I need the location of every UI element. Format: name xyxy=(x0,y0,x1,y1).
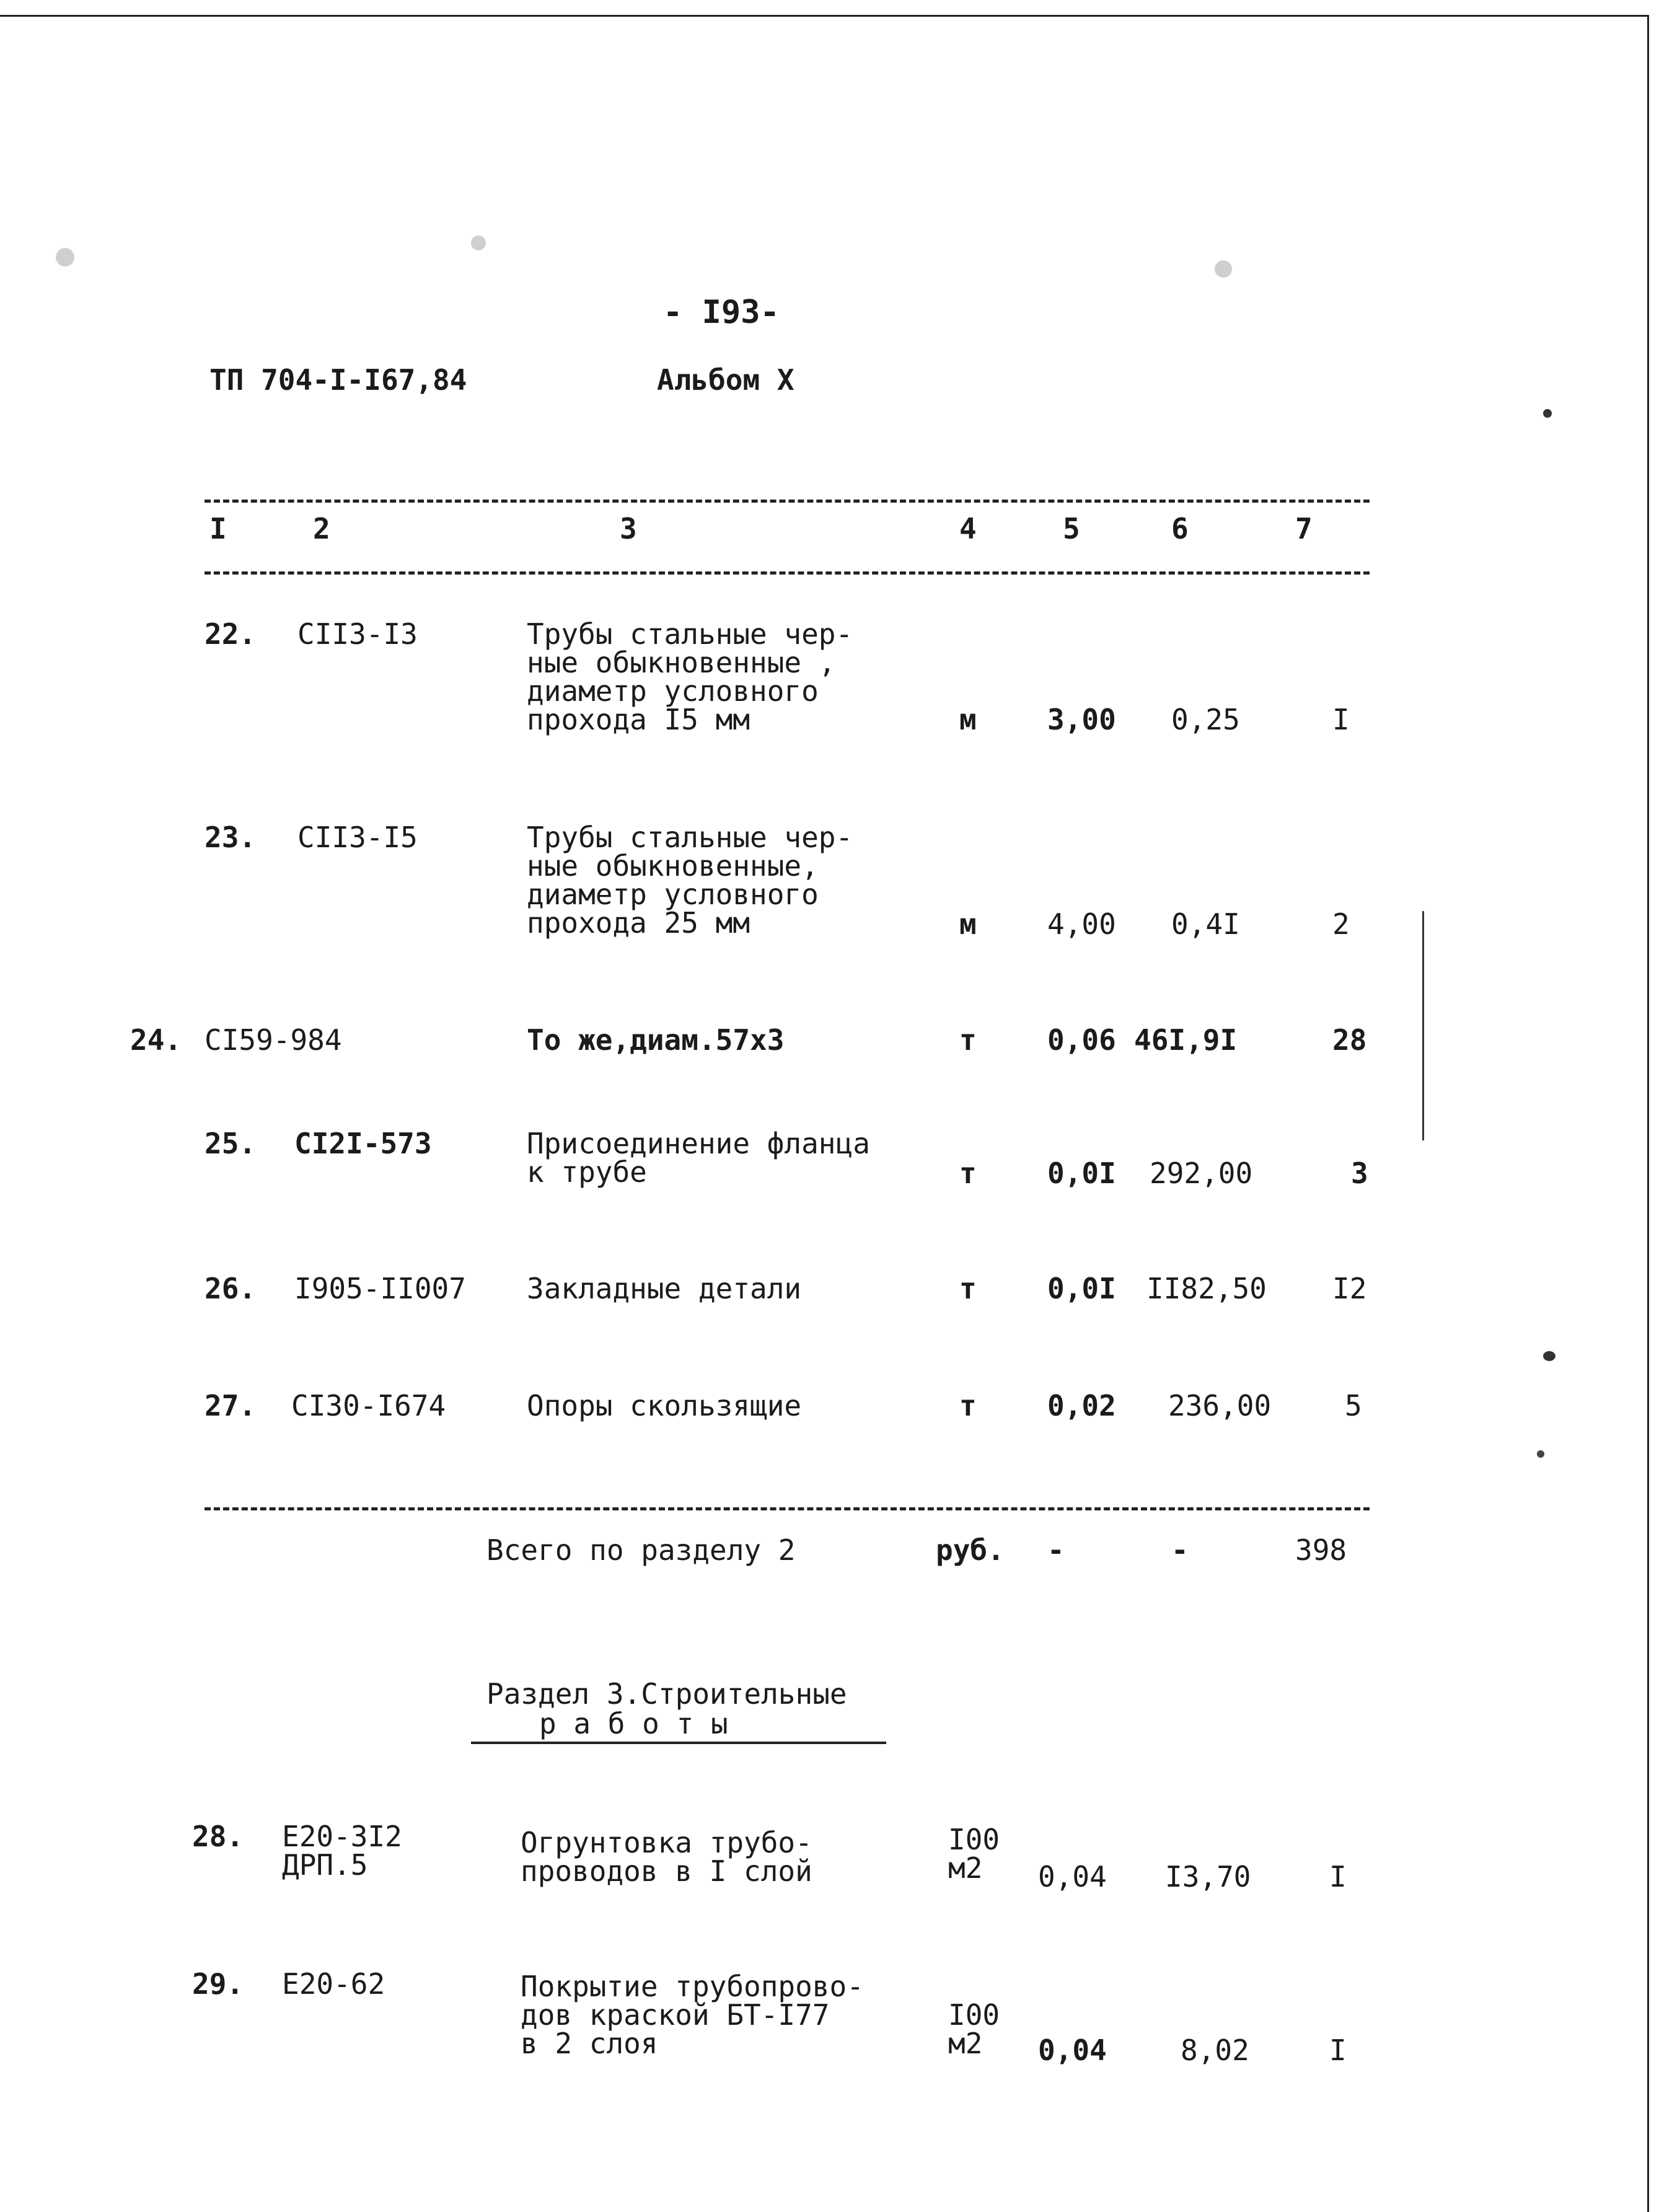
section-total-unit: руб. xyxy=(936,1533,1005,1567)
row-unit: т xyxy=(959,1389,977,1422)
row-total: 3 xyxy=(1351,1157,1368,1190)
section-total-price: - xyxy=(1171,1533,1189,1567)
scan-noise xyxy=(1537,1450,1544,1458)
row-unit: т xyxy=(959,1272,977,1305)
row-total: 2 xyxy=(1332,907,1350,941)
row-unit: т xyxy=(959,1023,977,1057)
row-description: То же,диам.57х3 xyxy=(527,1023,785,1057)
table-top-rule xyxy=(205,500,1370,503)
scan-edge-right xyxy=(1647,15,1649,2212)
row-unit-price: I3,70 xyxy=(1165,1860,1251,1893)
row-unit: м xyxy=(959,907,977,941)
row-number: 26. xyxy=(205,1272,257,1305)
col-header-6: 6 xyxy=(1171,512,1189,545)
row-description: Трубы стальные чер- ные обыкновенные, диаметр условного прохода 25 мм xyxy=(527,821,853,940)
row-code: CI59-984 xyxy=(205,1023,342,1057)
scan-noise xyxy=(1543,409,1552,418)
row-code: CII3-I3 xyxy=(297,617,418,651)
row-number: 27. xyxy=(205,1389,257,1422)
row-code: I905-II007 xyxy=(294,1272,466,1305)
row-number: 22. xyxy=(205,617,257,651)
section-heading-line2: р а б о т ы xyxy=(539,1707,728,1740)
row-unit-price: 0,25 xyxy=(1171,703,1240,736)
row-unit: т xyxy=(959,1157,977,1190)
row-code: CI30-I674 xyxy=(291,1389,446,1422)
row-quantity: 4,00 xyxy=(1047,907,1116,941)
section-total-qty: - xyxy=(1047,1533,1065,1567)
section-heading-underline xyxy=(471,1742,886,1744)
col-header-5: 5 xyxy=(1063,512,1080,545)
row-unit: I00 м2 xyxy=(948,1823,1000,1885)
row-number: 29. xyxy=(192,1967,244,2001)
row-number: 23. xyxy=(205,821,257,854)
scan-noise xyxy=(1215,260,1232,278)
row-description: Присоединение фланца к трубе xyxy=(527,1127,870,1189)
row-description: Покрытие трубопрово- дов краской БТ-I77 в 2 слоя xyxy=(521,1970,864,2060)
document-code: ТП 704-I-I67,84 xyxy=(209,363,467,397)
row-code: E20-62 xyxy=(282,1967,385,2001)
scan-noise xyxy=(1543,1351,1555,1361)
row-quantity: 0,0I xyxy=(1047,1157,1116,1190)
section-total-rule xyxy=(205,1507,1370,1510)
row-unit-price: 8,02 xyxy=(1181,2034,1249,2067)
page-number: - I93- xyxy=(663,294,780,331)
row-description: Закладные детали xyxy=(527,1272,802,1305)
row-number: 28. xyxy=(192,1820,244,1853)
col-header-4: 4 xyxy=(959,512,977,545)
row-unit-price: 0,4I xyxy=(1171,907,1240,941)
row-description: Огрунтовка трубо- проводов в I слой xyxy=(521,1826,812,1888)
col-header-1: I xyxy=(209,512,227,545)
album-label: Альбом X xyxy=(657,363,794,397)
row-code: CII3-I5 xyxy=(297,821,418,854)
row-description: Трубы стальные чер- ные обыкновенные , диаметр условного прохода I5 мм xyxy=(527,617,853,736)
row-number: 24. xyxy=(130,1023,182,1057)
col-header-7: 7 xyxy=(1295,512,1313,545)
row-unit-price: II82,50 xyxy=(1146,1272,1267,1305)
row-total: I xyxy=(1329,1860,1347,1893)
row-code: E20-3I2 ДРП.5 xyxy=(282,1820,402,1882)
row-unit: м xyxy=(959,703,977,736)
row-code: CI2I-573 xyxy=(294,1127,432,1160)
row-total: I xyxy=(1329,2034,1347,2067)
row-unit: I00 м2 xyxy=(948,1998,1000,2060)
row-quantity: 0,06 xyxy=(1047,1023,1116,1057)
row-total: I2 xyxy=(1332,1272,1367,1305)
row-unit-price: 292,00 xyxy=(1150,1157,1253,1190)
col-header-2: 2 xyxy=(313,512,330,545)
row-total: 5 xyxy=(1345,1389,1362,1422)
table-header-rule xyxy=(205,571,1370,575)
row-unit-price: 236,00 xyxy=(1168,1389,1272,1422)
scan-mark xyxy=(1422,911,1424,1140)
row-total: 28 xyxy=(1332,1023,1367,1057)
scan-noise xyxy=(471,236,486,250)
row-number: 25. xyxy=(205,1127,257,1160)
scan-edge-top xyxy=(0,15,1648,17)
row-quantity: 0,0I xyxy=(1047,1272,1116,1305)
row-description: Опоры скользящие xyxy=(527,1389,802,1422)
col-header-3: 3 xyxy=(620,512,637,545)
scan-noise xyxy=(56,248,74,267)
section-total-label: Всего по разделу 2 xyxy=(486,1533,796,1567)
row-quantity: 0,04 xyxy=(1038,1860,1107,1893)
row-quantity: 0,02 xyxy=(1047,1389,1116,1422)
row-total: I xyxy=(1332,703,1350,736)
section-total-value: 398 xyxy=(1295,1533,1347,1567)
row-quantity: 0,04 xyxy=(1038,2034,1107,2067)
section-heading: Раздел 3.Строительные xyxy=(486,1677,847,1711)
row-quantity: 3,00 xyxy=(1047,703,1116,736)
row-unit-price: 46I,9I xyxy=(1134,1023,1238,1057)
